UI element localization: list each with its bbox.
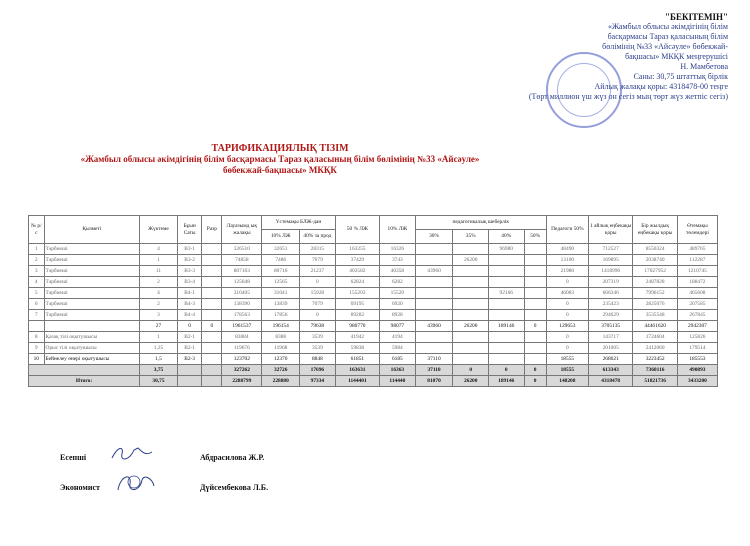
cell-g <box>488 255 524 266</box>
cell-base: 326510 <box>222 244 262 255</box>
cell-n: 2 <box>29 255 45 266</box>
cell-a: 11968 <box>262 343 300 354</box>
cell-h <box>524 310 546 321</box>
cell-base: 178563 <box>222 310 262 321</box>
cell-g <box>488 299 524 310</box>
cell-k: 3223452 <box>633 354 677 365</box>
cell-h <box>524 244 546 255</box>
col-ped35: 35% <box>453 230 489 244</box>
cell-f <box>453 244 489 255</box>
table-row <box>29 321 718 332</box>
approval-line: (Төрт миллион үш жүз он сегіз мың төрт жүз жетпіс сегіз) <box>528 92 728 101</box>
cell-pos: Тәрбиеші <box>44 299 140 310</box>
col-ped50: Педагоги 50% <box>546 216 588 244</box>
cell-n: 1 <box>29 244 45 255</box>
total-cell-d: 16363 <box>380 365 416 376</box>
cell-grade: В2-1 <box>177 332 201 343</box>
cell-j: 169895 <box>588 255 632 266</box>
cell-i: 0 <box>546 310 588 321</box>
cell-i: 0 <box>546 277 588 288</box>
cell-f <box>453 277 489 288</box>
cell-i: 46083 <box>546 288 588 299</box>
cell-j: 3705135 <box>588 321 632 332</box>
col-bzh40: 40% за прод <box>300 230 336 244</box>
approval-line: бақшасы» МКҚК меңгерушісі <box>625 52 728 61</box>
cell-pos: Тәрбиеші <box>44 255 140 266</box>
cell-e <box>415 299 453 310</box>
cell-n: 6 <box>29 299 45 310</box>
cell-e: 37110 <box>415 354 453 365</box>
cell-c: 155203 <box>335 288 379 299</box>
cell-c: 69195 <box>335 299 379 310</box>
cell-e <box>415 244 453 255</box>
cell-g: 96980 <box>488 244 524 255</box>
cell-b: 3539 <box>300 343 336 354</box>
cell-rank <box>202 288 222 299</box>
cell-d: 40358 <box>380 266 416 277</box>
cell-g <box>488 354 524 365</box>
cell-k: 17027952 <box>633 266 677 277</box>
total-cell-e: 81070 <box>415 376 453 387</box>
approval-line: Саны: 30,75 штаттық бірлік <box>633 72 728 81</box>
cell-load: 1 <box>140 332 178 343</box>
cell-b: 8848 <box>300 354 336 365</box>
cell-pos: Тәрбиеші <box>44 310 140 321</box>
col-grade: Бұын Саты <box>177 216 201 244</box>
total-cell-j: 4318478 <box>588 376 632 387</box>
cell-d: 4194 <box>380 332 416 343</box>
cell-b: 3539 <box>300 332 336 343</box>
cell-c: 163255 <box>335 244 379 255</box>
total-cell-c: 163631 <box>335 365 379 376</box>
total-cell-i: 18555 <box>546 365 588 376</box>
col-num: № р/с <box>29 216 45 244</box>
cell-i: 48490 <box>546 244 588 255</box>
col-load: Жүктеме <box>140 216 178 244</box>
total-cell-g: 0 <box>488 365 524 376</box>
col-10pct: 10% ЛЖ <box>380 216 416 244</box>
cell-b: 7079 <box>300 299 336 310</box>
cell-g <box>488 266 524 277</box>
cell-load: 1,25 <box>140 343 178 354</box>
cell-grade: В4-3 <box>177 299 201 310</box>
total-cell-grade <box>177 365 201 376</box>
cell-h <box>524 299 546 310</box>
cell-e: 43960 <box>415 321 453 332</box>
cell-rank: 0 <box>202 321 222 332</box>
table-row <box>29 310 718 321</box>
cell-grade: В4-1 <box>177 288 201 299</box>
cell-k: 2412060 <box>633 343 677 354</box>
cell-d: 6185 <box>380 354 416 365</box>
total-cell-c: 1144401 <box>335 376 379 387</box>
cell-rank <box>202 277 222 288</box>
cell-j: 201005 <box>588 343 632 354</box>
cell-l: 1210745 <box>677 266 717 277</box>
cell-pos: Тәрбиеші <box>44 277 140 288</box>
cell-h <box>524 288 546 299</box>
cell-c: 89282 <box>335 310 379 321</box>
title-line-1: ТАРИФИКАЦИЯЛЫҚ ТІЗІМ <box>211 143 349 154</box>
total-label: Итого: <box>29 376 140 387</box>
cell-a: 32651 <box>262 244 300 255</box>
cell-load: 11 <box>140 266 178 277</box>
cell-rank <box>202 244 222 255</box>
approval-line: Н. Мамбетова <box>680 62 728 71</box>
cell-l: 185553 <box>677 354 717 365</box>
total-cell-grade <box>177 376 201 387</box>
total-cell-h: 0 <box>524 376 546 387</box>
cell-rank <box>202 310 222 321</box>
official-stamp <box>546 52 622 128</box>
title-line-2: «Жамбыл облысы әкімдігінің білім басқармасы Тараз қаласының білім бөлімінің №33 «Айсәуле» <box>80 154 480 164</box>
total-cell-i: 148208 <box>546 376 588 387</box>
accountant-name: Абдрасилова Ж.Р. <box>200 453 265 462</box>
cell-base: 138390 <box>222 299 262 310</box>
total-cell-d: 114440 <box>380 376 416 387</box>
cell-d: 6920 <box>380 299 416 310</box>
cell-load: 4 <box>140 244 178 255</box>
col-rank: Разр <box>202 216 222 244</box>
cell-k: 2038740 <box>633 255 677 266</box>
cell-f: 26200 <box>453 255 489 266</box>
table-row <box>29 354 718 365</box>
cell-c: 37429 <box>335 255 379 266</box>
cell-l: 179514 <box>677 343 717 354</box>
table-row <box>29 343 718 354</box>
cell-j: 666346 <box>588 288 632 299</box>
cell-k: 2825076 <box>633 299 677 310</box>
table-row <box>29 255 718 266</box>
cell-i: 21980 <box>546 266 588 277</box>
total-cell-e: 37110 <box>415 365 453 376</box>
economist-role: Экономист <box>60 483 100 492</box>
cell-a: 12370 <box>262 354 300 365</box>
cell-base: 83884 <box>222 332 262 343</box>
col-base-salary: Лауазымд ық жалақы <box>222 216 262 244</box>
cell-base: 119676 <box>222 343 262 354</box>
total-cell-base: 327262 <box>222 365 262 376</box>
total-cell-b: 97334 <box>300 376 336 387</box>
cell-a: 196154 <box>262 321 300 332</box>
title-line-3: бөбекжай-бақшасы» МКҚК <box>223 165 337 175</box>
cell-load: 2 <box>140 299 178 310</box>
cell-base: 310405 <box>222 288 262 299</box>
cell-c: 980770 <box>335 321 379 332</box>
cell-rank <box>202 354 222 365</box>
cell-b: 0 <box>300 277 336 288</box>
cell-i: 18555 <box>546 354 588 365</box>
total-cell-a: 32726 <box>262 365 300 376</box>
cell-b: 79638 <box>300 321 336 332</box>
total-cell-k: 51821736 <box>633 376 677 387</box>
cell-b: 15928 <box>300 288 336 299</box>
col-bzh10: 10% ЛЖ <box>262 230 300 244</box>
cell-base: 123702 <box>222 354 262 365</box>
total-cell-rank <box>202 376 222 387</box>
cell-e <box>415 310 453 321</box>
cell-l: 267845 <box>677 310 717 321</box>
tariff-table <box>28 215 718 387</box>
cell-n: 9 <box>29 343 45 354</box>
cell-h <box>524 343 546 354</box>
cell-h <box>524 277 546 288</box>
table-body <box>29 244 718 387</box>
cell-l: 188472 <box>677 277 717 288</box>
cell-e <box>415 332 453 343</box>
cell-grade: В2-1 <box>177 343 201 354</box>
cell-n: 3 <box>29 266 45 277</box>
cell-base: 1961537 <box>222 321 262 332</box>
cell-l: 112287 <box>677 255 717 266</box>
cell-i: 0 <box>546 343 588 354</box>
col-ped40: 40% <box>488 230 524 244</box>
cell-e <box>415 288 453 299</box>
cell-a: 13839 <box>262 299 300 310</box>
cell-n: 8 <box>29 332 45 343</box>
cell-b: 0 <box>300 310 336 321</box>
total-cell-j: 613343 <box>588 365 632 376</box>
total-cell-b: 17696 <box>300 365 336 376</box>
cell-g <box>488 277 524 288</box>
cell-g <box>488 310 524 321</box>
cell-rank <box>202 332 222 343</box>
cell-g: 189146 <box>488 321 524 332</box>
total-cell-base: 2288799 <box>222 376 262 387</box>
total-cell-rank <box>202 365 222 376</box>
cell-h: 0 <box>524 321 546 332</box>
cell-l: 489765 <box>677 244 717 255</box>
cell-h <box>524 266 546 277</box>
table-row <box>29 244 718 255</box>
cell-k: 44461620 <box>633 321 677 332</box>
economist-signature <box>112 470 158 496</box>
cell-load: 1,5 <box>140 354 178 365</box>
col-position: Қызметі <box>44 216 140 244</box>
total-cell-load: 30,75 <box>140 376 178 387</box>
cell-j: 235423 <box>588 299 632 310</box>
cell-d: 98077 <box>380 321 416 332</box>
cell-n: 4 <box>29 277 45 288</box>
cell-j: 294629 <box>588 310 632 321</box>
cell-c: 41942 <box>335 332 379 343</box>
total-cell-g: 189146 <box>488 376 524 387</box>
approval-line: басқармасы Тараз қаласының білім <box>607 32 728 41</box>
cell-pos: Тәрбиеші <box>44 266 140 277</box>
cell-k: 1724604 <box>633 332 677 343</box>
cell-f <box>453 354 489 365</box>
cell-j: 143717 <box>588 332 632 343</box>
cell-f <box>453 343 489 354</box>
total-cell-h: 0 <box>524 365 546 376</box>
cell-n: 5 <box>29 288 45 299</box>
cell-c: 61851 <box>335 354 379 365</box>
cell-load: 4 <box>140 288 178 299</box>
total-label <box>29 365 140 376</box>
cell-l: 125826 <box>677 332 717 343</box>
total-cell-a: 228880 <box>262 376 300 387</box>
cell-n: 7 <box>29 310 45 321</box>
cell-k: 3535548 <box>633 310 677 321</box>
accountant-signature <box>108 442 154 464</box>
cell-h <box>524 354 546 365</box>
cell-rank <box>202 266 222 277</box>
cell-l: 465608 <box>677 288 717 299</box>
economist-name: Дүйсембекова Л.Б. <box>200 483 269 492</box>
cell-load: 2 <box>140 277 178 288</box>
cell-j: 1418996 <box>588 266 632 277</box>
total-cell-f: 26200 <box>453 376 489 387</box>
table-row <box>29 277 718 288</box>
cell-f <box>453 299 489 310</box>
cell-d: 6282 <box>380 277 416 288</box>
cell-d: 15520 <box>380 288 416 299</box>
total-cell-load: 3,75 <box>140 365 178 376</box>
col-ped-group: педагогикалық шеберлік <box>415 216 546 230</box>
cell-f <box>453 266 489 277</box>
cell-grade: В3-1 <box>177 244 201 255</box>
table-row <box>29 299 718 310</box>
cell-n: 10 <box>29 354 45 365</box>
cell-pos: Бейнелеу өнері оқытушысы <box>44 354 140 365</box>
cell-b: 7079 <box>300 255 336 266</box>
cell-d: 8928 <box>380 310 416 321</box>
cell-b: 21237 <box>300 266 336 277</box>
document-title <box>0 143 560 176</box>
cell-pos: Орыс тілі оқытушысы <box>44 343 140 354</box>
approval-heading: "БЕКІТЕМІН" <box>665 12 728 22</box>
cell-h <box>524 332 546 343</box>
cell-pos: Қазақ тілі оқытушысы <box>44 332 140 343</box>
cell-e: 43960 <box>415 266 453 277</box>
cell-d: 5984 <box>380 343 416 354</box>
cell-grade: 0 <box>177 321 201 332</box>
cell-c: 403582 <box>335 266 379 277</box>
approval-line: «Жамбыл облысы әкімдігінің білім <box>607 22 728 31</box>
cell-l: 2942307 <box>677 321 717 332</box>
cell-n <box>29 321 45 332</box>
cell-pos <box>44 321 140 332</box>
cell-f <box>453 310 489 321</box>
col-vacation: Өтемақы төлемдері <box>677 216 717 244</box>
cell-e <box>415 343 453 354</box>
cell-f <box>453 288 489 299</box>
cell-h <box>524 255 546 266</box>
cell-grade: В3-2 <box>177 255 201 266</box>
cell-j: 268621 <box>588 354 632 365</box>
col-ped50b: 50% <box>524 230 546 244</box>
cell-pos: Тәрбиеші <box>44 244 140 255</box>
col-50pct: 50 % ЛЖ <box>335 216 379 244</box>
cell-grade: В4-4 <box>177 310 201 321</box>
cell-c: 59838 <box>335 343 379 354</box>
cell-grade: В2-3 <box>177 354 201 365</box>
cell-j: 712527 <box>588 244 632 255</box>
approval-line: Айлық жалақы қоры: 4318478-00 теңге <box>594 82 728 91</box>
cell-base: 125648 <box>222 277 262 288</box>
cell-base: 74858 <box>222 255 262 266</box>
cell-d: 16326 <box>380 244 416 255</box>
cell-rank <box>202 343 222 354</box>
cell-k: 2487828 <box>633 277 677 288</box>
cell-rank <box>202 255 222 266</box>
cell-a: 7486 <box>262 255 300 266</box>
cell-load: 1 <box>140 255 178 266</box>
cell-b: 28315 <box>300 244 336 255</box>
cell-j: 207319 <box>588 277 632 288</box>
cell-i: 13100 <box>546 255 588 266</box>
cell-a: 31041 <box>262 288 300 299</box>
cell-i: 129653 <box>546 321 588 332</box>
cell-e <box>415 277 453 288</box>
cell-f <box>453 332 489 343</box>
cell-base: 807163 <box>222 266 262 277</box>
table-row <box>29 332 718 343</box>
col-yearly: Бір жылдық еңбекақы қоры <box>633 216 677 244</box>
cell-g: 92166 <box>488 288 524 299</box>
cell-f: 26200 <box>453 321 489 332</box>
cell-i: 0 <box>546 299 588 310</box>
cell-load: 3 <box>140 310 178 321</box>
table-row <box>29 288 718 299</box>
total-cell-k: 7360116 <box>633 365 677 376</box>
cell-load: 27 <box>140 321 178 332</box>
cell-grade: В3-3 <box>177 266 201 277</box>
cell-pos: Тәрбиеші <box>44 288 140 299</box>
cell-d: 3743 <box>380 255 416 266</box>
col-bzh-group: Үстемақы БЛЖ-дан <box>262 216 335 230</box>
total-cell-f: 0 <box>453 365 489 376</box>
cell-a: 80716 <box>262 266 300 277</box>
total-cell-l: 490893 <box>677 365 717 376</box>
col-monthly: 1 айлық еңбекақы қоры <box>588 216 632 244</box>
cell-a: 8388 <box>262 332 300 343</box>
cell-a: 17856 <box>262 310 300 321</box>
cell-l: 207585 <box>677 299 717 310</box>
cell-g <box>488 343 524 354</box>
cell-k: 8550324 <box>633 244 677 255</box>
cell-i: 0 <box>546 332 588 343</box>
cell-grade: В3-4 <box>177 277 201 288</box>
approval-line: бөлімінің №33 «Айсәуле» бөбекжай- <box>602 42 728 51</box>
cell-g <box>488 332 524 343</box>
subtotal-row <box>29 365 718 376</box>
cell-k: 7996152 <box>633 288 677 299</box>
cell-a: 12565 <box>262 277 300 288</box>
total-row <box>29 376 718 387</box>
col-ped30: 30% <box>415 230 453 244</box>
cell-rank <box>202 299 222 310</box>
cell-c: 62824 <box>335 277 379 288</box>
accountant-role: Есепші <box>60 453 87 462</box>
cell-e <box>415 255 453 266</box>
table-row <box>29 266 718 277</box>
total-cell-l: 3433200 <box>677 376 717 387</box>
